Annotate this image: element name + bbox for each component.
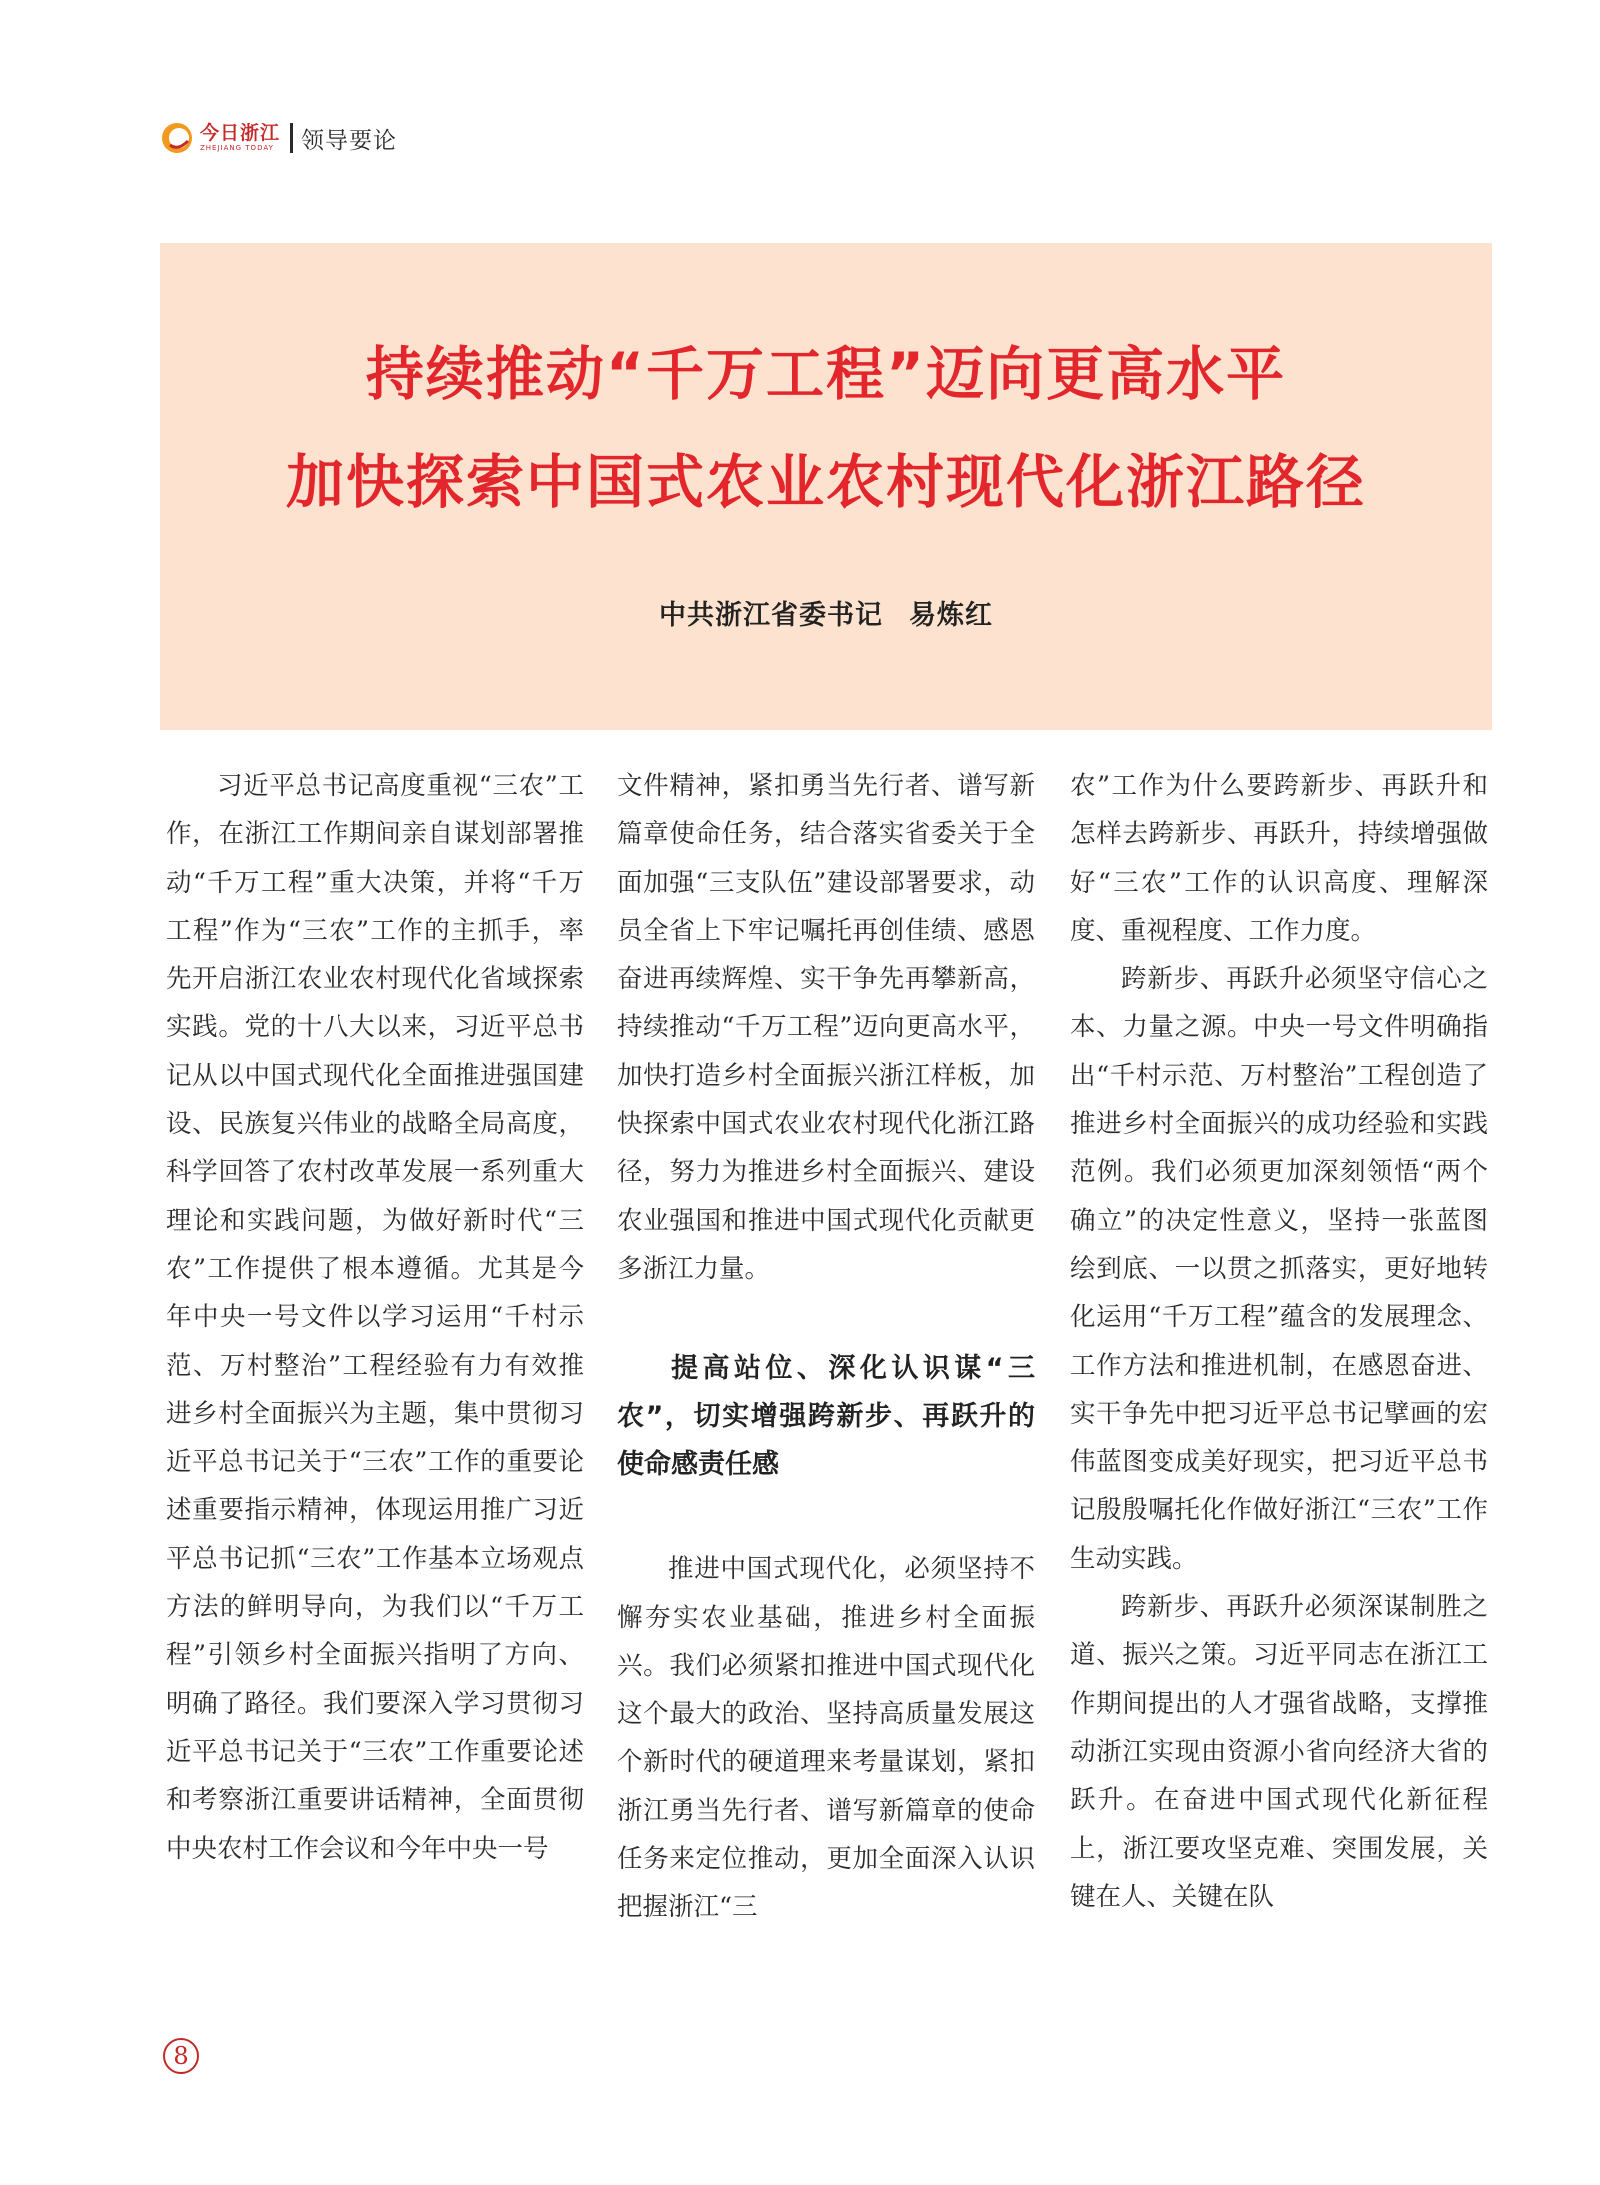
magazine-header bbox=[160, 118, 397, 158]
logo-cn: 今日浙江 bbox=[200, 122, 281, 144]
author-title: 中共浙江省委书记 bbox=[659, 600, 883, 631]
paragraph bbox=[1070, 1583, 1488, 1921]
paragraph-body: 习近平同志在浙江工作期间提出的人才强省战略，支撑推动浙江实现由资源小省向经济大省的跃升。在奋进中国式现代化新征程上，浙江要攻坚克难、突围发展，关键在人、关键在队 bbox=[1070, 1640, 1488, 1912]
section-label: 领导要论 bbox=[301, 127, 398, 154]
section-subheading: 提高站位、深化认识谋“三农”，切实增强跨新步、再跃升的使命感责任感 bbox=[617, 1353, 1035, 1481]
article-title-line1: 持续推动“千万工程”迈向更高水平 bbox=[365, 340, 1287, 408]
paragraph-lead: 跨新步、再跃升必须深谋制胜之道、振兴之策。 bbox=[1070, 1592, 1488, 1671]
paragraph: 习近平总书记高度重视“三农”工作，在浙江工作期间亲自谋划部署推动“千万工程”重大决策，并将“千万工程”作为“三农”工作的主抓手，率先开启浙江农业农村现代化省域探索实践。党的十八大以来，习近平总书记从以中国式现代化全面推进强国建设、民族复兴伟业的战略全局高度，科学回答了农村改革发展一系列重大理论和实践问题，为做好新时代“三农”工作提供了根本遵循。尤其是今年中央一号文件以学习运用“千村示范、万村整治”工程经验有力有效推进乡村全面振兴为主题，集中贯彻习近平总书记关于“三农”工作的重要论述重要指示精神，体现运用推广习近平总书记抓“三农”工作基本立场观点方法的鲜明导向，为我们以“千万工程”引领乡村全面振兴指明了方向、明确了路径。我们要深入学习贯彻习近平总书记关于“三农”工作重要论述和考察浙江重要讲话精神，全面贯彻中央农村工作会议和今年中央一号 bbox=[166, 771, 584, 1864]
author-name: 易炼红 bbox=[909, 600, 993, 631]
text-column-2 bbox=[617, 762, 1035, 1932]
page-number: 8 bbox=[163, 2038, 199, 2074]
paragraph-lead: 跨新步、再跃升必须坚守信心之本、力量之源。 bbox=[1070, 964, 1488, 1043]
paragraph bbox=[1070, 955, 1488, 1583]
paragraph: 推进中国式现代化，必须坚持不懈夯实农业基础，推进乡村全面振兴。我们必须紧扣推进中国式现代化这个最大的政治、坚持高质量发展这个新时代的硬道理来考量谋划，紧扣浙江勇当先行者、谱写新篇章的使命任务来定位推动，更加全面深入认识把握浙江“三 bbox=[617, 1554, 1035, 1923]
paragraph-body: 中央一号文件明确指出“千村示范、万村整治”工程创造了推进乡村全面振兴的成功经验和实践范例。我们必须更加深刻领悟“两个确立”的决定性意义，坚持一张蓝图绘到底、一以贯之抓落实，更好地转化运用“千万工程”蕴含的发展理念、工作方法和推进机制，在感恩奋进、实干争先中把习近平总书记擘画的宏伟蓝图变成美好现实，把习近平总书记殷殷嘱托化作做好浙江“三农”工作生动实践。 bbox=[1070, 1012, 1488, 1574]
article-title-line2: 加快探索中国式农业农村现代化浙江路径 bbox=[285, 448, 1366, 516]
paragraph: 文件精神，紧扣勇当先行者、谱写新篇章使命任务，结合落实省委关于全面加强“三支队伍”建设部署要求，动员全省上下牢记嘱托再创佳绩、感恩奋进再续辉煌、实干争先再攀新高，持续推动“千万工程”迈向更高水平，加快打造乡村全面振兴浙江样板，加快探索中国式农业农村现代化浙江路径，努力为推进乡村全面振兴、建设农业强国和推进中国式现代化贡献更多浙江力量。 bbox=[617, 771, 1035, 1284]
logo-text bbox=[200, 124, 280, 152]
header-divider bbox=[290, 123, 293, 153]
byline bbox=[160, 593, 1492, 632]
logo-en: ZHEJIANG TODAY bbox=[200, 144, 274, 152]
logo-icon bbox=[160, 121, 194, 155]
text-column-3 bbox=[1070, 762, 1488, 1921]
title-banner bbox=[160, 243, 1492, 730]
paragraph: 农”工作为什么要跨新步、再跃升和怎样去跨新步、再跃升，持续增强做好“三农”工作的认识高度、理解深度、重视程度、工作力度。 bbox=[1070, 771, 1488, 946]
text-column-1 bbox=[166, 762, 584, 1873]
